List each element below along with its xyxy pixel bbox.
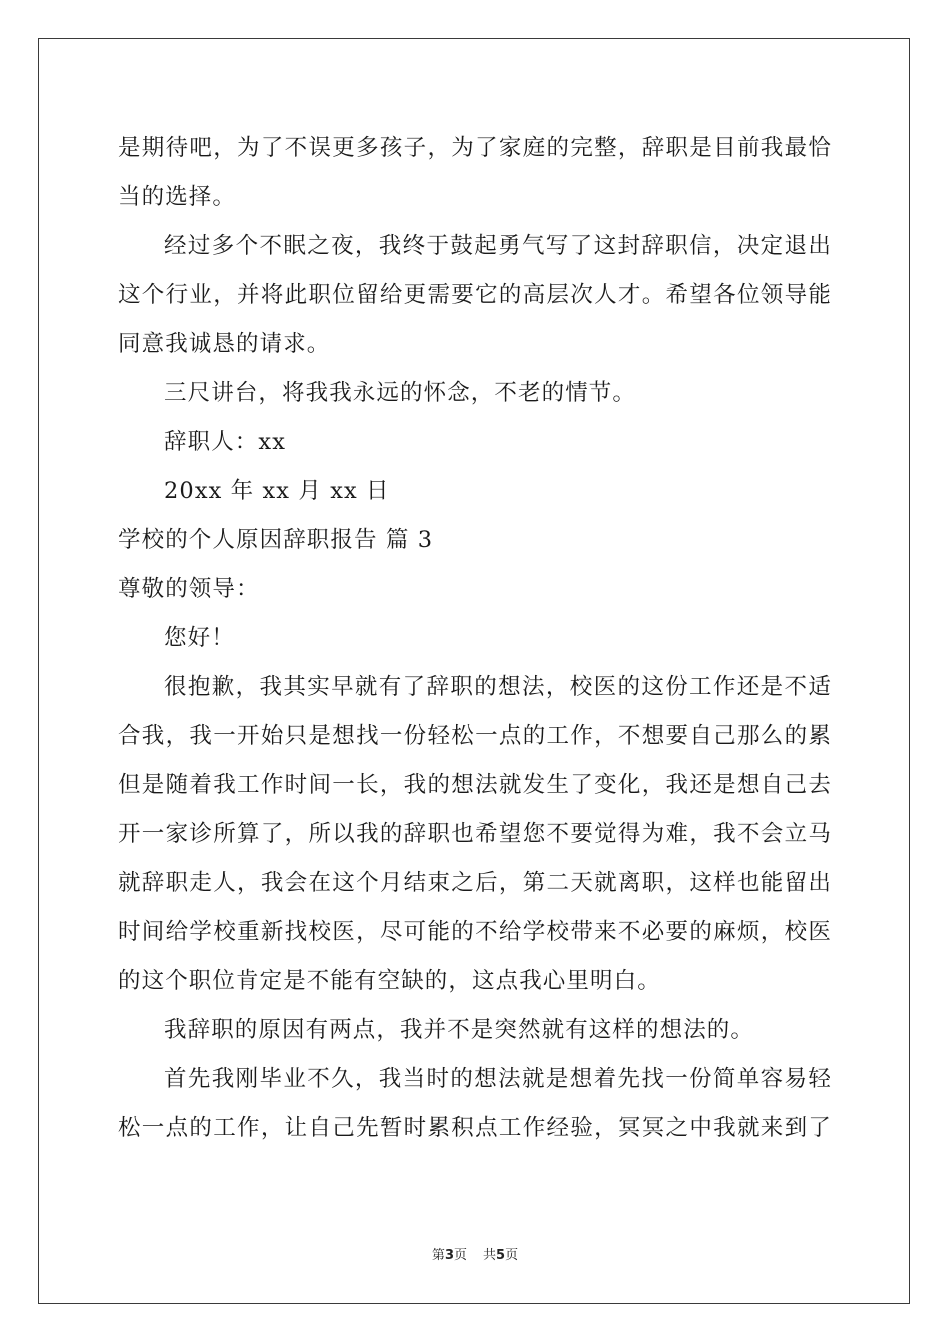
- text-line: 这个行业，并将此职位留给更需要它的高层次人才。希望各位领导能: [118, 282, 832, 308]
- page-footer: [0, 1244, 950, 1263]
- current-page-number: 3: [444, 1248, 454, 1263]
- section-heading: 学校的个人原因辞职报告 篇 3: [118, 527, 434, 553]
- paragraph-start-line: 很抱歉，我其实早就有了辞职的想法，校医的这份工作还是不适: [164, 674, 832, 700]
- text-line: 当的选择。: [118, 184, 237, 210]
- text-line: 但是随着我工作时间一长，我的想法就发生了变化，我还是想自己去: [118, 772, 832, 798]
- text-line: 的这个职位肯定是不能有空缺的，这点我心里明白。: [118, 968, 661, 994]
- text-line: 时间给学校重新找校医，尽可能的不给学校带来不必要的麻烦，校医: [118, 919, 832, 945]
- text-line: 同意我诚恳的请求。: [118, 331, 331, 357]
- page-suffix: 页: [453, 1248, 467, 1263]
- paragraph-start-line: 三尺讲台，将我我永远的怀念，不老的情节。: [164, 380, 637, 406]
- total-prefix: 共: [483, 1248, 497, 1263]
- total-page-number: 5: [496, 1248, 506, 1263]
- signature-line: 辞职人：xx: [164, 429, 286, 455]
- text-line: 开一家诊所算了，所以我的辞职也希望您不要觉得为难，我不会立马: [118, 821, 832, 847]
- text-line: 是期待吧，为了不误更多孩子，为了家庭的完整，辞职是目前我最恰: [118, 135, 832, 161]
- date-line: 20xx 年 xx 月 xx 日: [164, 478, 390, 504]
- paragraph-start-line: 经过多个不眠之夜，我终于鼓起勇气写了这封辞职信，决定退出: [164, 233, 832, 259]
- text-line: 就辞职走人，我会在这个月结束之后，第二天就离职，这样也能留出: [118, 870, 832, 896]
- paragraph-start-line: 我辞职的原因有两点，我并不是突然就有这样的想法的。: [164, 1017, 755, 1043]
- total-suffix: 页: [505, 1248, 519, 1263]
- greeting: 您好！: [164, 625, 235, 651]
- text-line: 合我，我一开始只是想找一份轻松一点的工作，不想要自己那么的累: [118, 723, 832, 749]
- salutation: 尊敬的领导：: [118, 576, 260, 602]
- document-body: [118, 124, 832, 1153]
- page-prefix: 第: [431, 1248, 445, 1263]
- text-line: 松一点的工作，让自己先暂时累积点工作经验，冥冥之中我就来到了: [118, 1115, 832, 1141]
- paragraph-start-line: 首先我刚毕业不久，我当时的想法就是想着先找一份简单容易轻: [164, 1066, 832, 1092]
